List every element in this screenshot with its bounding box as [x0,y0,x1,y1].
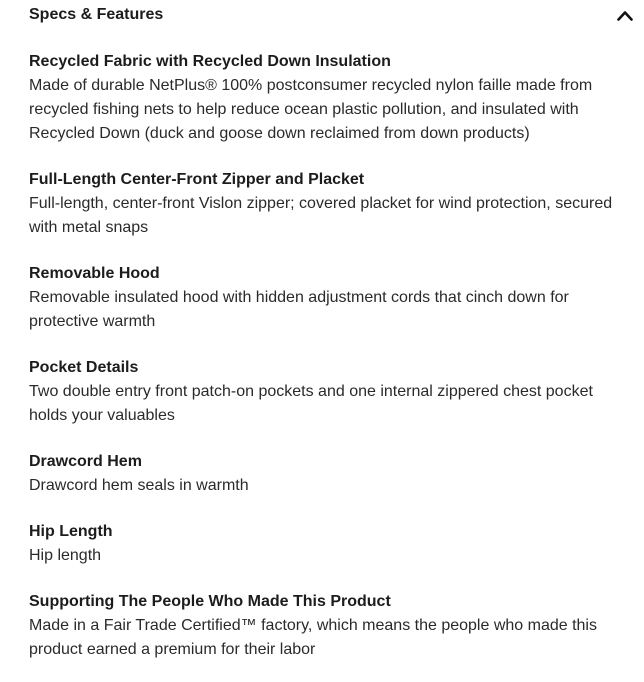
feature-title: Drawcord Hem [29,453,142,470]
feature-title: Supporting The People Who Made This Product [29,593,391,610]
feature-description: Hip length [29,547,102,564]
feature-description: Removable insulated hood with hidden adjustment cords that cinch down for protective warmth [29,289,569,330]
feature-item [29,170,629,240]
feature-item [29,358,629,428]
feature-item [29,522,629,568]
collapse-button[interactable] [612,4,638,26]
features-list [29,52,629,682]
feature-item [29,52,629,146]
feature-description: Full-length, center-front Vislon zipper; covered placket for wind protection, secured with metal snaps [29,195,613,236]
section-title: Specs & Features [29,6,164,23]
feature-item [29,592,629,662]
feature-title: Pocket Details [29,359,139,376]
accordion-header[interactable] [0,0,644,32]
feature-description: Made of durable NetPlus® 100% postconsumer recycled nylon faille made from recycled fishing nets to help reduce ocean plastic pollution, and insulated with Recycled Down (duck and goose down reclaimed from down products) [29,77,593,142]
feature-title: Recycled Fabric with Recycled Down Insulation [29,53,391,70]
feature-title: Removable Hood [29,265,160,282]
feature-title: Full-Length Center-Front Zipper and Placket [29,171,365,188]
feature-description: Made in a Fair Trade Certified™ factory, which means the people who made this product earned a premium for their labor [29,617,597,658]
feature-item [29,264,629,334]
feature-title: Hip Length [29,523,113,540]
feature-description: Two double entry front patch-on pockets and one internal zippered chest pocket holds your valuables [29,383,593,424]
feature-description: Drawcord hem seals in warmth [29,477,249,494]
chevron-up-icon [617,10,633,21]
feature-item [29,452,629,498]
